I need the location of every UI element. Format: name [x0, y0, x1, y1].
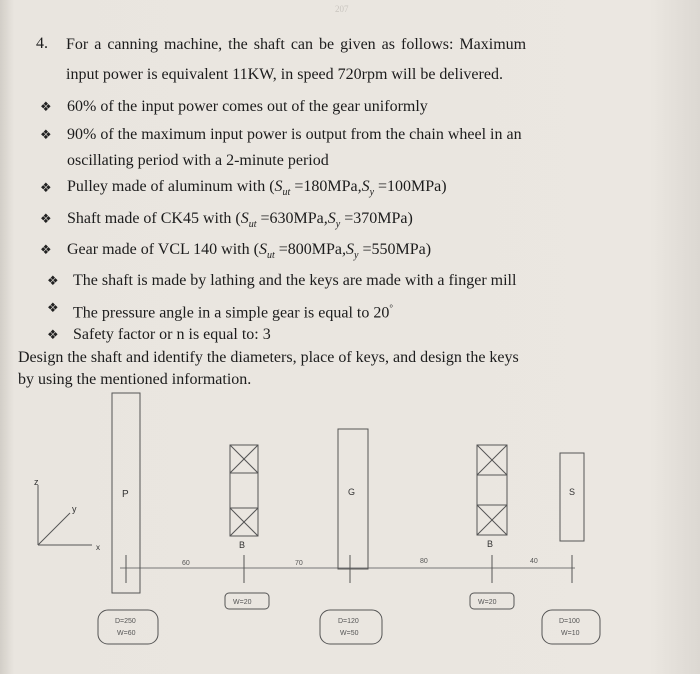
bullet-6: The shaft is made by lathing and the keys are made with a finger mill: [73, 272, 517, 289]
bullet-3-text: Pulley made of aluminum with (: [67, 178, 275, 195]
axis-x-label: x: [96, 543, 100, 552]
axis-z-label: z: [34, 477, 39, 487]
dim-3: 80: [420, 558, 428, 565]
bearing-2-label: B: [487, 539, 494, 549]
bullet-7: The pressure angle in a simple gear is equal to 20°: [73, 303, 393, 322]
bullet-icon: ❖: [40, 128, 52, 143]
intro-line-1: For a canning machine, the shaft can be given as follows: Maximum: [66, 36, 527, 53]
bearing-2-width: W=20: [478, 599, 497, 606]
pulley-diameter: D=250: [115, 618, 136, 625]
bullet-icon: ❖: [47, 328, 59, 343]
sprocket-width: W=10: [561, 630, 580, 637]
bearing-1-width: W=20: [233, 599, 252, 606]
bullet-icon: ❖: [40, 243, 52, 258]
dim-1: 60: [182, 560, 190, 567]
pulley-label: P: [122, 489, 129, 500]
axis-y-label: y: [72, 504, 77, 514]
sprocket-spec-box: [542, 610, 600, 644]
sprocket-diameter: D=100: [559, 618, 580, 625]
dim-4: 40: [530, 558, 538, 565]
bullet-5-text: Gear made of VCL 140 with (: [67, 241, 259, 258]
bullet-1: 60% of the input power comes out of the gear uniformly: [67, 98, 428, 115]
pulley-spec-box: [98, 610, 158, 644]
sprocket-rect: [560, 453, 584, 541]
bullet-icon: ❖: [47, 301, 59, 316]
pulley-width: W=60: [117, 630, 136, 637]
gear-spec-box: [320, 610, 382, 644]
sprocket-label: S: [569, 487, 576, 497]
gear-width: W=50: [340, 630, 359, 637]
gear-rect: [338, 429, 368, 569]
bullet-icon: ❖: [47, 274, 59, 289]
bullet-5: Gear made of VCL 140 with $(S_{ut} =800MPa,S_y =550MPa)$: [67, 241, 432, 261]
bullet-3: Pulley made of aluminum with $(S_{ut} =180MPa,S_y =100MPa)$: [67, 178, 447, 198]
gear-label: G: [348, 487, 356, 497]
bullet-4-text: Shaft made of CK45 with (: [67, 210, 241, 227]
bearing-1-label: B: [239, 540, 246, 550]
bullet-2-cont: oscillating period with a 2-minute period: [67, 152, 329, 169]
watermark: 207: [335, 4, 349, 14]
shaft-diagram: [0, 385, 700, 674]
bullet-2: 90% of the maximum input power is output from the chain wheel in an: [67, 126, 522, 143]
dim-2: 70: [295, 560, 303, 567]
axis-y-line: [38, 513, 70, 545]
bullet-8: Safety factor or n is equal to: 3: [73, 326, 271, 343]
bullet-icon: ❖: [40, 181, 52, 196]
intro-line-2: input power is equivalent 11KW, in speed 720rpm will be delivered.: [66, 66, 503, 83]
bullet-4: Shaft made of CK45 with $(S_{ut} =630MPa,S_y =370MPa)$: [67, 210, 413, 230]
task-line-1: Design the shaft and identify the diameters, place of keys, and design the keys: [18, 349, 519, 366]
problem-number: 4.: [36, 35, 48, 52]
task-line-2: by using the mentioned information.: [18, 371, 252, 388]
gear-diameter: D=120: [338, 618, 359, 625]
bullet-icon: ❖: [40, 212, 52, 227]
bullet-icon: ❖: [40, 100, 52, 115]
